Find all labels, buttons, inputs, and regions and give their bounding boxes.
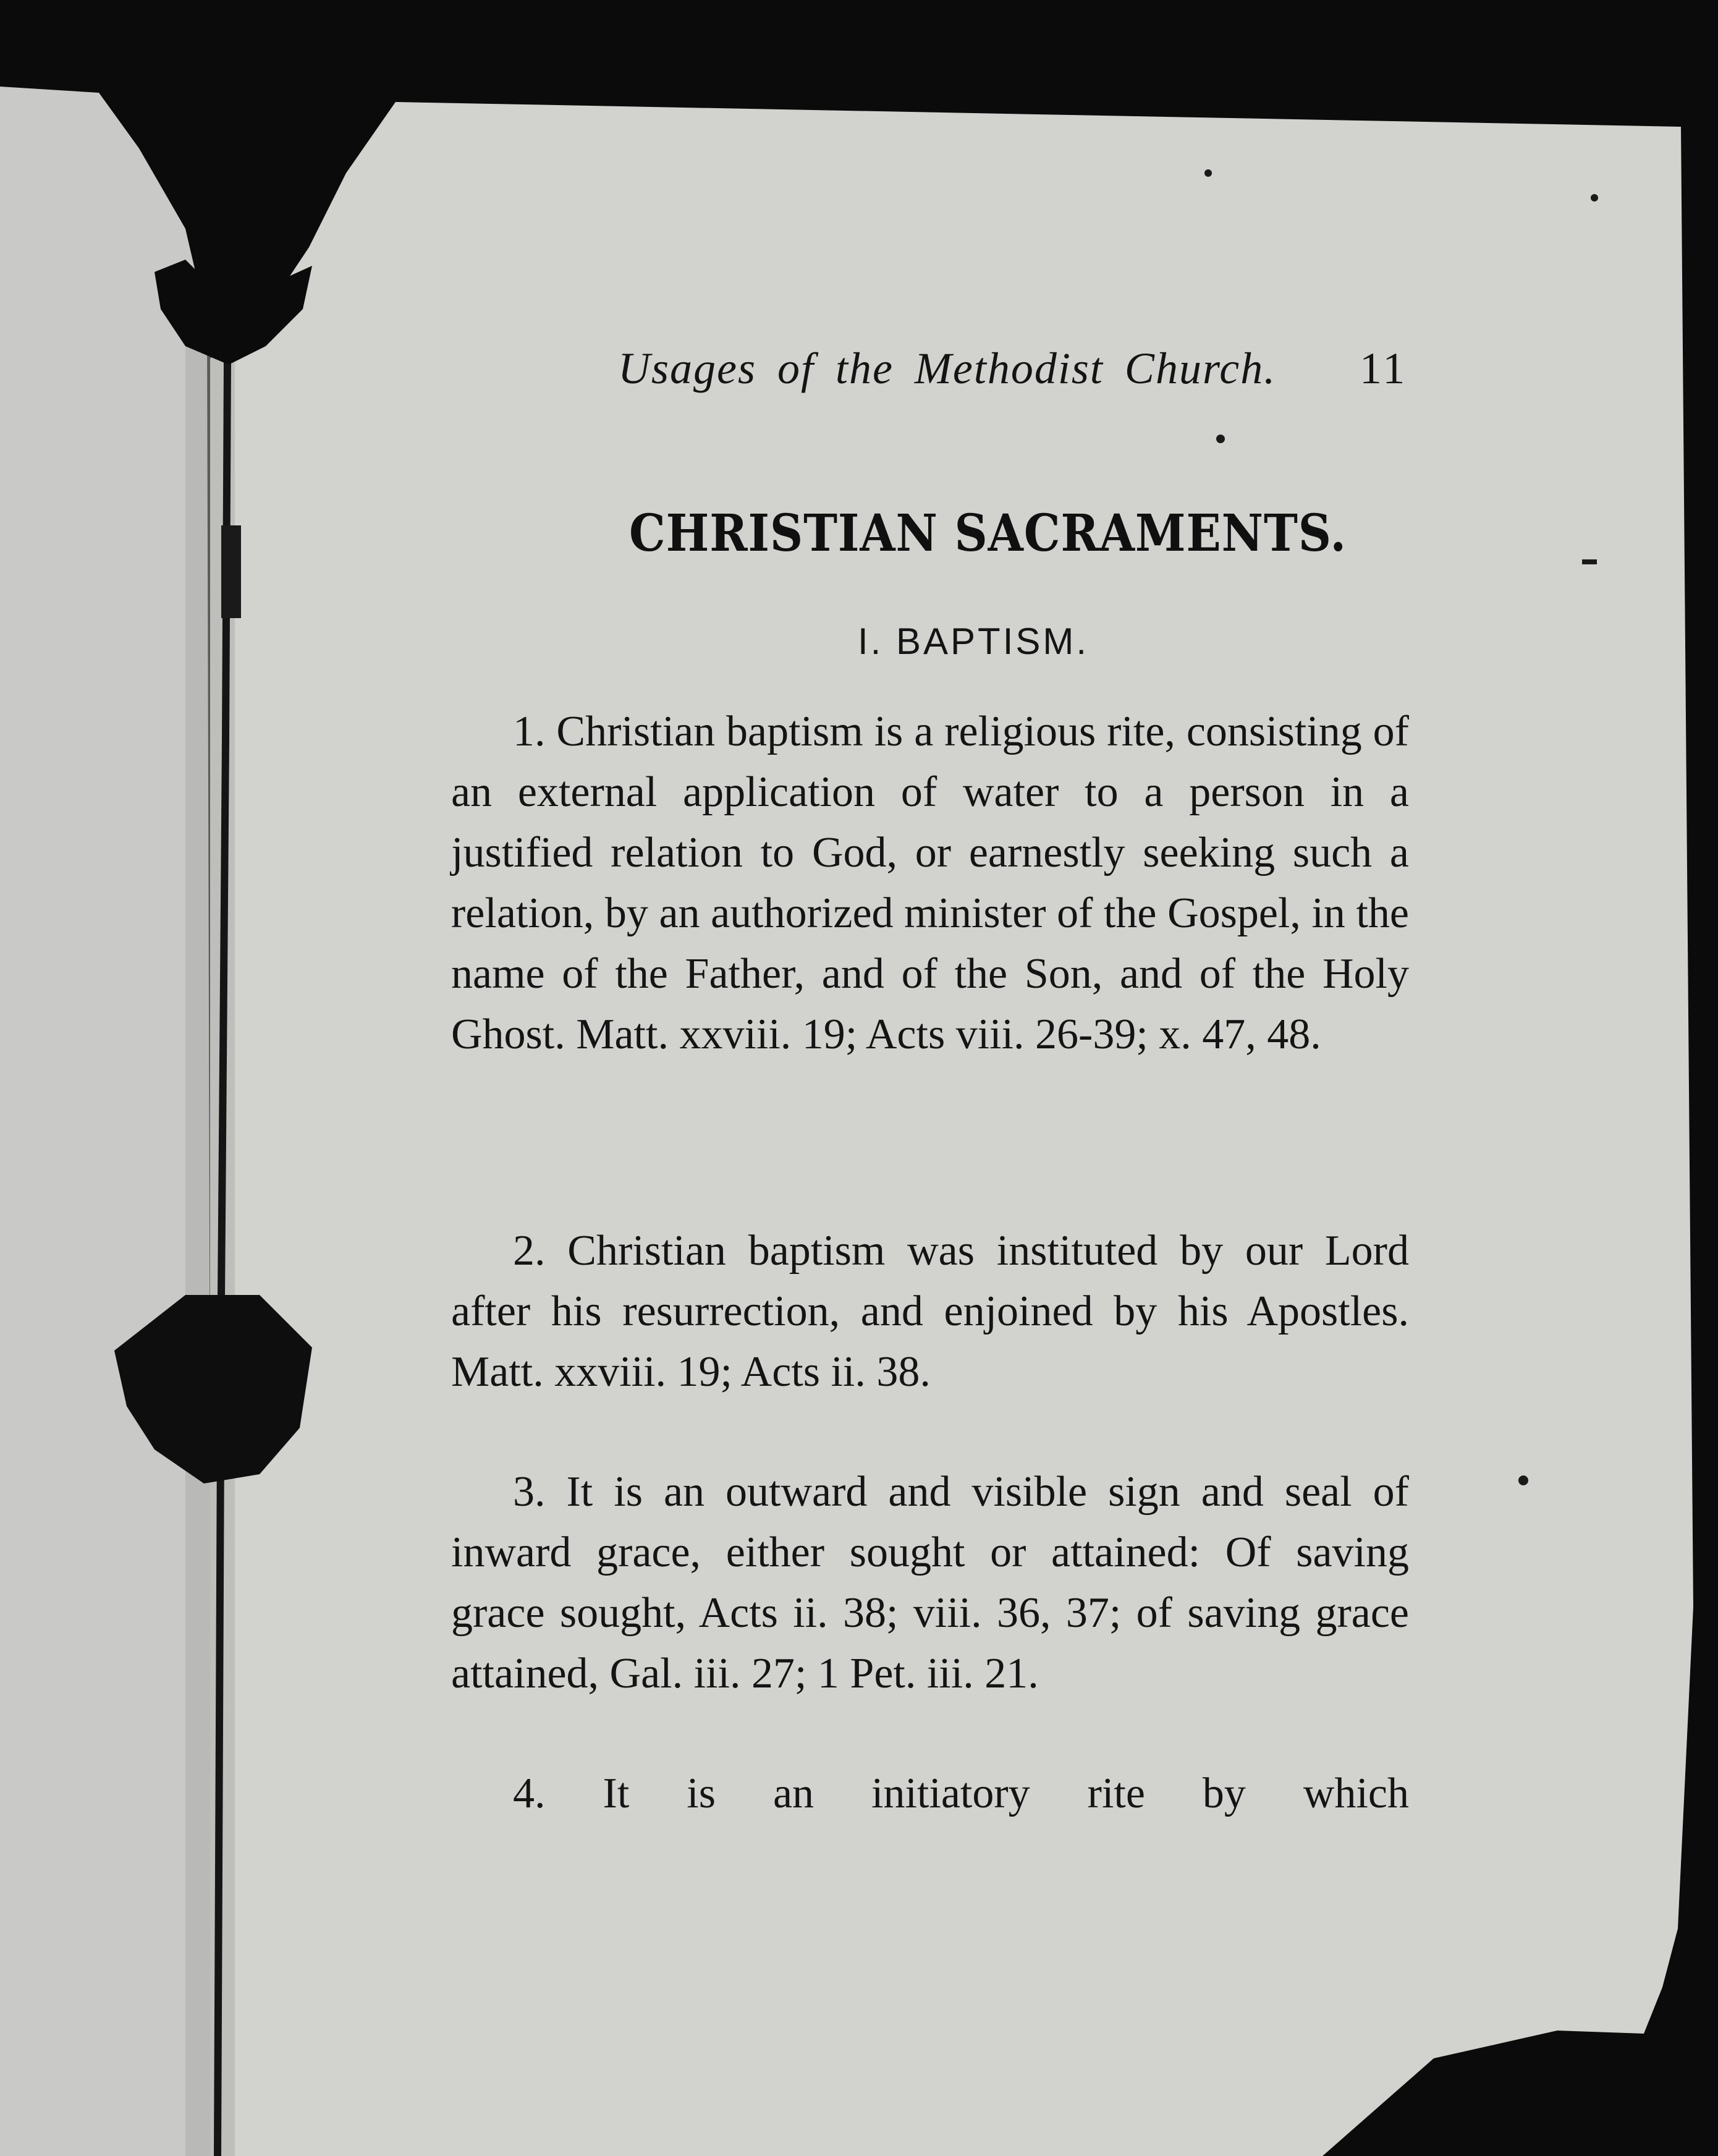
speck <box>1518 1475 1528 1485</box>
speck <box>1204 169 1212 177</box>
speck <box>1216 435 1225 443</box>
paragraph-3: 3. It is an outward and visible sign and seal of inward grace, either sought or attained: Of saving grace sought, Acts ii. 38; viii. 36, 37; of saving grace attained, Gal. iii. 27; 1 Pet. iii. 21. <box>451 1468 1409 1697</box>
page-header <box>618 343 1421 411</box>
speck <box>1591 194 1598 202</box>
paragraph-1: 1. Christian baptism is a religious rite, consisting of an external application of water to a person in a justified relation to God, or earnestly seeking such a relation, by an authorized minister of the Gospel, in the name of the Father, and of the Son, and of the Holy Ghost. Matt. xxviii. 19; Acts viii. 26-39; x. 47, 48. <box>451 708 1409 1058</box>
page-number: 11 <box>1360 344 1408 393</box>
left-page <box>0 87 210 2156</box>
section-title: CHRISTIAN SACRAMENTS. <box>629 504 1347 563</box>
running-title: Usages of the Methodist Church. <box>618 344 1277 393</box>
subsection-title: I. BAPTISM. <box>857 621 1090 662</box>
paragraph-2: 2. Christian baptism was instituted by our Lord after his resurrection, and enjoined by his Apostles. Matt. xxviii. 19; Acts ii. 38. <box>451 1227 1409 1396</box>
binding-clip <box>221 525 241 618</box>
paragraph-4: 4. It is an initiatory rite by which <box>513 1770 1409 1817</box>
speck <box>1582 559 1597 564</box>
